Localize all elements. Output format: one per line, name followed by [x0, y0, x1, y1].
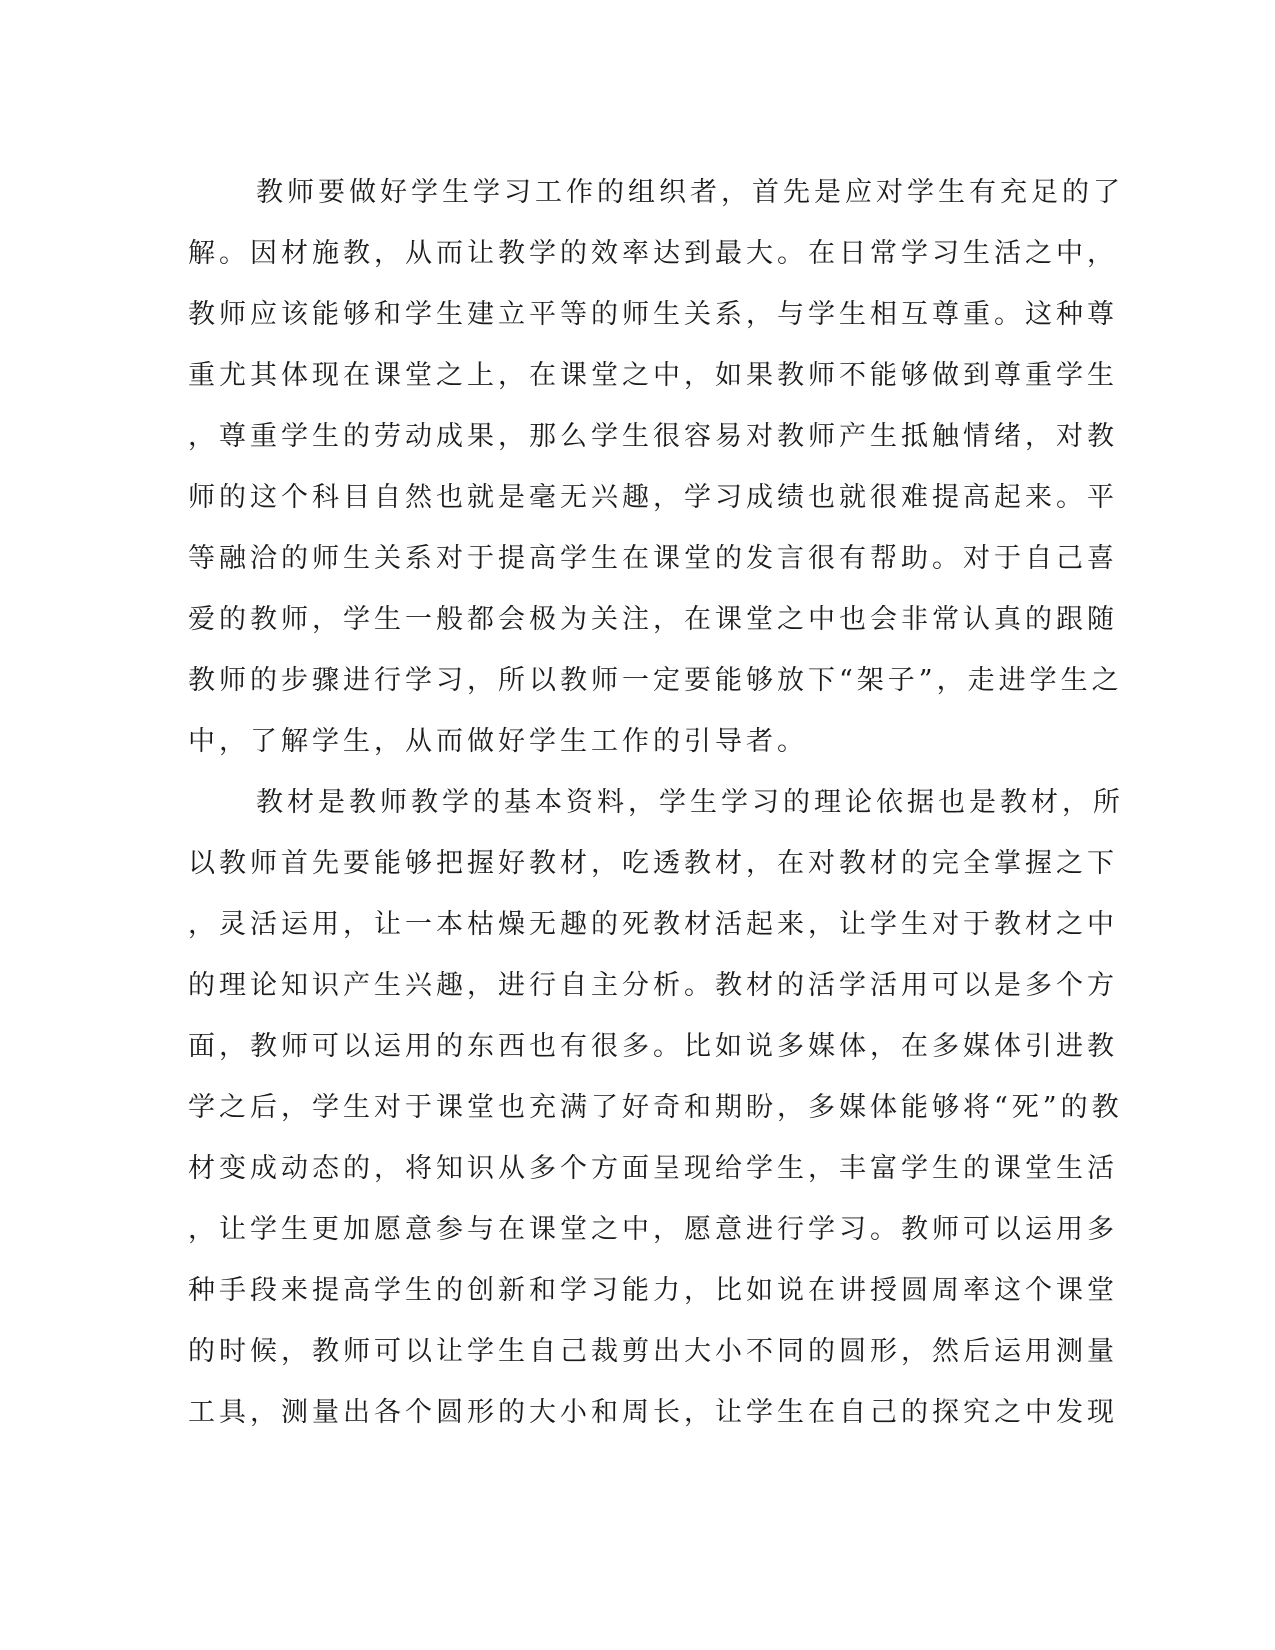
text-line: 教师要做好学生学习工作的组织者，首先是应对学生有充足的了 [256, 177, 1124, 208]
text-line: 爱的教师，学生一般都会极为关注，在课堂之中也会非常认真的跟随 [188, 604, 1118, 635]
text-line: 种手段来提高学生的创新和学习能力，比如说在讲授圆周率这个课堂 [188, 1275, 1118, 1306]
text-line: ，让学生更加愿意参与在课堂之中，愿意进行学习。教师可以运用多 [188, 1214, 1118, 1245]
text-line: 解。因材施教，从而让教学的效率达到最大。在日常学习生活之中， [188, 238, 1118, 269]
text-line: 材变成动态的，将知识从多个方面呈现给学生，丰富学生的课堂生活 [188, 1153, 1118, 1184]
text-line: 等融洽的师生关系对于提高学生在课堂的发言很有帮助。对于自己喜 [188, 543, 1118, 574]
text-line: 的理论知识产生兴趣，进行自主分析。教材的活学活用可以是多个方 [188, 970, 1118, 1001]
text-line: ，尊重学生的劳动成果，那么学生很容易对教师产生抵触情绪，对教 [188, 421, 1118, 452]
text-line: ，灵活运用，让一本枯燥无趣的死教材活起来，让学生对于教材之中 [188, 909, 1118, 940]
paragraph-2 [188, 772, 1124, 1443]
text-line: 教师应该能够和学生建立平等的师生关系，与学生相互尊重。这种尊 [188, 299, 1118, 330]
text-line: 的时候，教师可以让学生自己裁剪出大小不同的圆形，然后运用测量 [188, 1336, 1118, 1367]
document-body [188, 162, 1124, 1443]
text-line: 以教师首先要能够把握好教材，吃透教材，在对教材的完全掌握之下 [188, 848, 1118, 879]
text-line: 重尤其体现在课堂之上，在课堂之中，如果教师不能够做到尊重学生 [188, 360, 1118, 391]
text-line: 教师的步骤进行学习，所以教师一定要能够放下“架子”，走进学生之 [188, 665, 1123, 696]
text-line: 学之后，学生对于课堂也充满了好奇和期盼，多媒体能够将“死”的教 [188, 1092, 1123, 1123]
paragraph-1 [188, 162, 1124, 772]
text-line: 教材是教师教学的基本资料，学生学习的理论依据也是教材，所 [256, 787, 1124, 818]
text-line: 师的这个科目自然也就是毫无兴趣，学习成绩也就很难提高起来。平 [188, 482, 1118, 513]
text-line: 面，教师可以运用的东西也有很多。比如说多媒体，在多媒体引进教 [188, 1031, 1118, 1062]
text-line: 中，了解学生，从而做好学生工作的引导者。 [188, 726, 808, 757]
text-line: 工具，测量出各个圆形的大小和周长，让学生在自己的探究之中发现 [188, 1397, 1118, 1428]
